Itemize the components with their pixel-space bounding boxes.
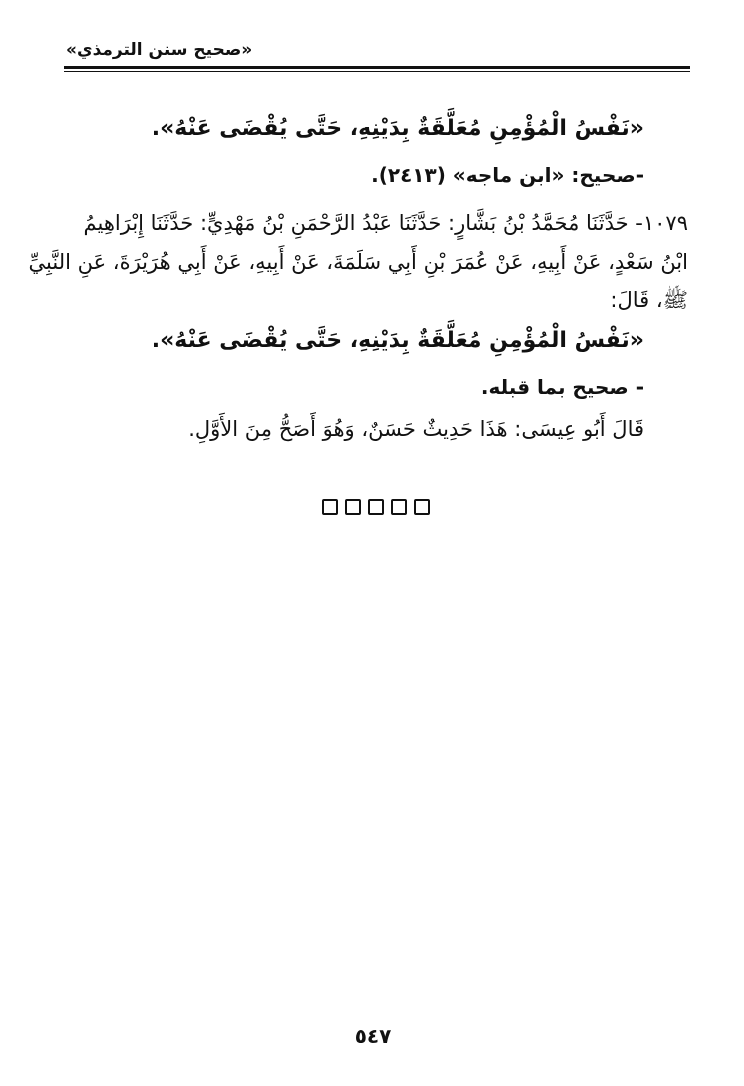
hadith-1-text: «نَفْسُ الْمُؤْمِنِ مُعَلَّقَةٌ بِدَيْنِهِ، حَتَّى يُقْضَى عَنْهُ». — [151, 116, 644, 141]
hadith-2-text: «نَفْسُ الْمُؤْمِنِ مُعَلَّقَةٌ بِدَيْنِهِ، حَتَّى يُقْضَى عَنْهُ». — [151, 328, 644, 353]
hadith-2-grade: - صحيح بما قبله. — [480, 375, 644, 399]
separator-square — [368, 499, 384, 515]
running-header-title: «صحيح سنن الترمذي» — [66, 40, 253, 60]
hadith-2-isnad-line-2: ابْنُ سَعْدٍ، عَنْ أَبِيهِ، عَنْ عُمَرَ بْنِ أَبِي سَلَمَةَ، عَنْ أَبِيهِ، عَنْ أَبِي هُرَيْرَةَ، عَنِ النَّبِيِّ — [28, 250, 688, 274]
header-rule-thick — [64, 66, 690, 69]
separator-square — [322, 499, 338, 515]
header-rule-thin — [64, 71, 690, 72]
separator-square — [345, 499, 361, 515]
separator-square — [391, 499, 407, 515]
hadith-2-isnad-line-3: ﷺ، قَالَ: — [610, 288, 688, 312]
hadith-2-isnad-line-1: ١٠٧٩- حَدَّثَنَا مُحَمَّدُ بْنُ بَشَّارٍ: حَدَّثَنَا عَبْدُ الرَّحْمَنِ بْنُ مَهْدِيٍّ: حَدَّثَنَا إِبْرَاهِيمُ — [83, 211, 688, 235]
tirmidhi-commentary: قَالَ أَبُو عِيسَى: هَذَا حَدِيثٌ حَسَنٌ، وَهُوَ أَصَحُّ مِنَ الأَوَّلِ. — [188, 417, 644, 441]
hadith-1-grade: -صحيح: «ابن ماجه» (٢٤١٣). — [371, 163, 644, 187]
section-separator — [322, 499, 430, 515]
separator-square — [414, 499, 430, 515]
page-number: ٥٤٧ — [354, 1024, 392, 1048]
